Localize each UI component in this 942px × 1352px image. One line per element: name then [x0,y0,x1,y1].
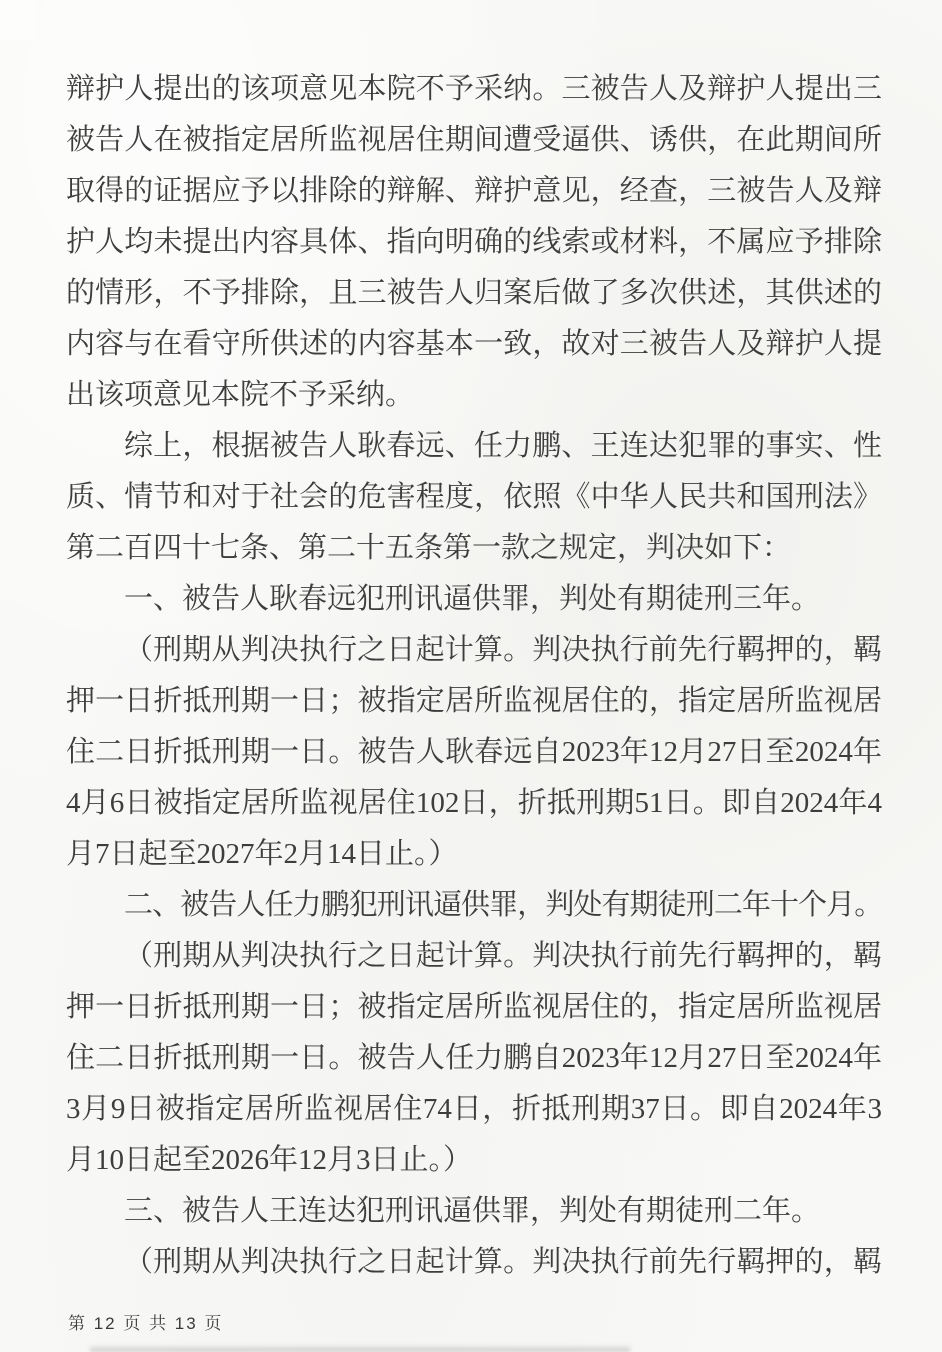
text-line: 住二日折抵刑期一日。被告人耿春远自2023年12月27日至2024年 [66,736,882,768]
text-line: 质、情节和对于社会的危害程度，依照《中华人民共和国刑法》 [66,481,882,513]
page-number-footer: 第 12 页 共 13 页 [68,1314,224,1333]
text-line: 第二百四十七条、第二十五条第一款之规定，判决如下： [66,532,792,564]
text-line: 出该项意见本院不予采纳。 [66,379,415,411]
text-line: 取得的证据应予以排除的辩解、辩护意见，经查，三被告人及辩 [66,175,882,207]
text-line: 月7日起至2027年2月14日止。） [66,838,458,870]
text-line: 的情形，不予排除，且三被告人归案后做了多次供述，其供述的 [66,277,882,309]
text-line: 一、被告人耿春远犯刑讯逼供罪，判处有期徒刑三年。 [124,583,821,615]
text-line: 押一日折抵刑期一日；被指定居所监视居住的，指定居所监视居 [66,991,882,1023]
text-line: 内容与在看守所供述的内容基本一致，故对三被告人及辩护人提 [66,328,882,360]
text-line: 辩护人提出的该项意见本院不予采纳。三被告人及辩护人提出三 [66,73,882,105]
text-line: 被告人在被指定居所监视居住期间遭受逼供、诱供，在此期间所 [66,124,882,156]
judgment-text-block [66,64,882,1288]
text-line: （刑期从判决执行之日起计算。判决执行前先行羁押的，羁 [124,1246,882,1278]
text-line: 住二日折抵刑期一日。被告人任力鹏自2023年12月27日至2024年 [66,1042,882,1074]
text-line: 4月6日被指定居所监视居住102日，折抵刑期51日。即自2024年4 [66,787,882,819]
scan-bottom-shadow [90,1345,630,1352]
text-line: 月10日起至2026年12月3日止。） [66,1144,473,1176]
text-line: （刑期从判决执行之日起计算。判决执行前先行羁押的，羁 [124,634,882,666]
text-line: 综上，根据被告人耿春远、任力鹏、王连达犯罪的事实、性 [124,430,882,462]
text-line: 3月9日被指定居所监视居住74日，折抵刑期37日。即自2024年3 [66,1093,882,1125]
text-line: 护人均未提出内容具体、指向明确的线索或材料，不属应予排除 [66,226,882,258]
text-line: 二、被告人任力鹏犯刑讯逼供罪，判处有期徒刑二年十个月。 [124,889,882,921]
text-line: 押一日折抵刑期一日；被指定居所监视居住的，指定居所监视居 [66,685,882,717]
text-line: （刑期从判决执行之日起计算。判决执行前先行羁押的，羁 [124,940,882,972]
text-line: 三、被告人王连达犯刑讯逼供罪，判处有期徒刑二年。 [124,1195,821,1227]
scan-corner-artifact [0,0,36,40]
